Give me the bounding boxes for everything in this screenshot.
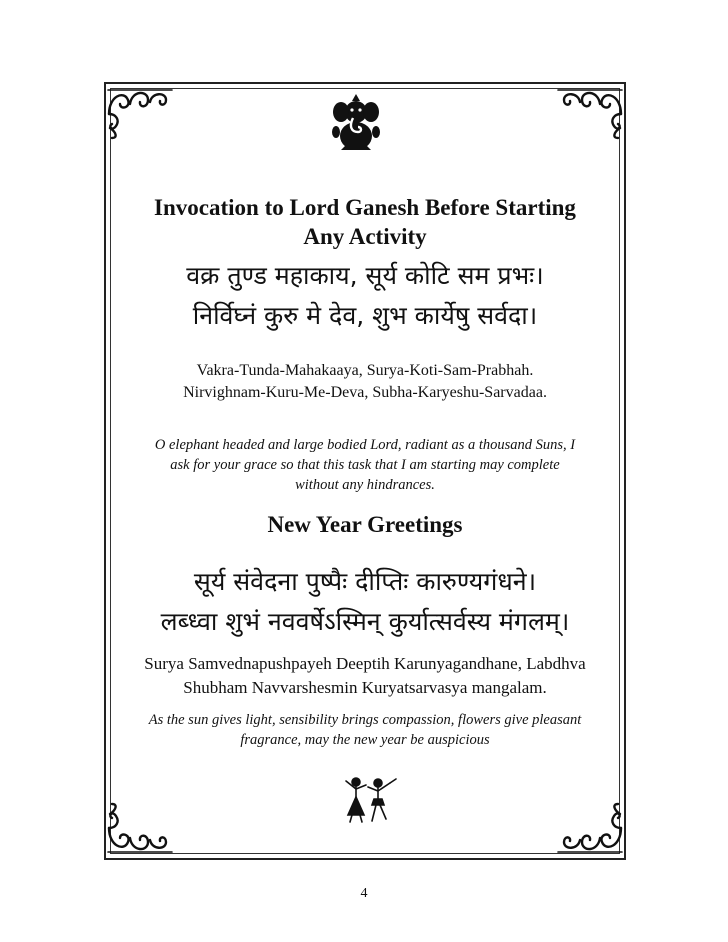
greetings-translation	[112, 710, 618, 750]
greetings-sanskrit-line-2: लब्ध्वा शुभं नववर्षेऽस्मिन् कुर्यात्सर्वस्य मंगलम्।	[160, 607, 570, 636]
invocation-title-line-2: Any Activity	[303, 224, 427, 249]
page-number: 4	[360, 886, 368, 901]
greetings-transliteration-line-2: Shubham Navvarshesmin Kuryatsarvasya mangalam.	[183, 678, 547, 697]
invocation-transliteration-line-2: Nirvighnam-Kuru-Me-Deva, Subha-Karyeshu-Sarvadaa.	[183, 384, 547, 401]
invocation-sanskrit-line-2: निर्विघ्नं कुरु मे देव, शुभ कार्येषु सर्वदा।	[192, 301, 538, 330]
invocation-sanskrit-line-1: वक्र तुण्ड महाकाय, सूर्य कोटि सम प्रभः।	[186, 261, 544, 290]
invocation-transliteration	[110, 360, 620, 404]
invocation-translation-line-3: without any hindrances.	[295, 477, 435, 493]
greetings-transliteration-line-1: Surya Samvednapushpayeh Deeptih Karunyagandhane, Labdhva	[144, 654, 586, 673]
corner-ornament-bottom-right-icon	[554, 802, 624, 858]
invocation-title-line-1: Invocation to Lord Ganesh Before Starting	[154, 195, 576, 220]
invocation-translation-line-1: O elephant headed and large bodied Lord, radiant as a thousand Suns, I	[154, 437, 576, 453]
greetings-translation-line-1: As the sun gives light, sensibility brings compassion, flowers give pleasant	[148, 712, 582, 728]
dancers-icon	[336, 775, 398, 823]
invocation-transliteration-line-1: Vakra-Tunda-Mahakaaya, Surya-Koti-Sam-Prabhah.	[196, 362, 534, 379]
greetings-title: New Year Greetings	[267, 512, 463, 537]
greetings-sanskrit-verse	[110, 562, 620, 642]
invocation-translation-line-2: ask for your grace so that this task that I am starting may complete	[170, 457, 560, 473]
greetings-translation-line-2: fragrance, may the new year be auspicious	[240, 732, 490, 748]
invocation-sanskrit-verse	[110, 256, 620, 336]
corner-ornament-bottom-left-icon	[106, 802, 176, 858]
corner-ornament-top-right-icon	[554, 84, 624, 140]
corner-ornament-top-left-icon	[106, 84, 176, 140]
greetings-transliteration	[110, 652, 620, 700]
invocation-title	[110, 193, 620, 251]
invocation-translation	[112, 435, 618, 495]
ganesha-icon	[331, 92, 381, 154]
greetings-sanskrit-line-1: सूर्य संवेदना पुष्पैः दीप्तिः कारुण्यगंधने।	[193, 567, 537, 596]
